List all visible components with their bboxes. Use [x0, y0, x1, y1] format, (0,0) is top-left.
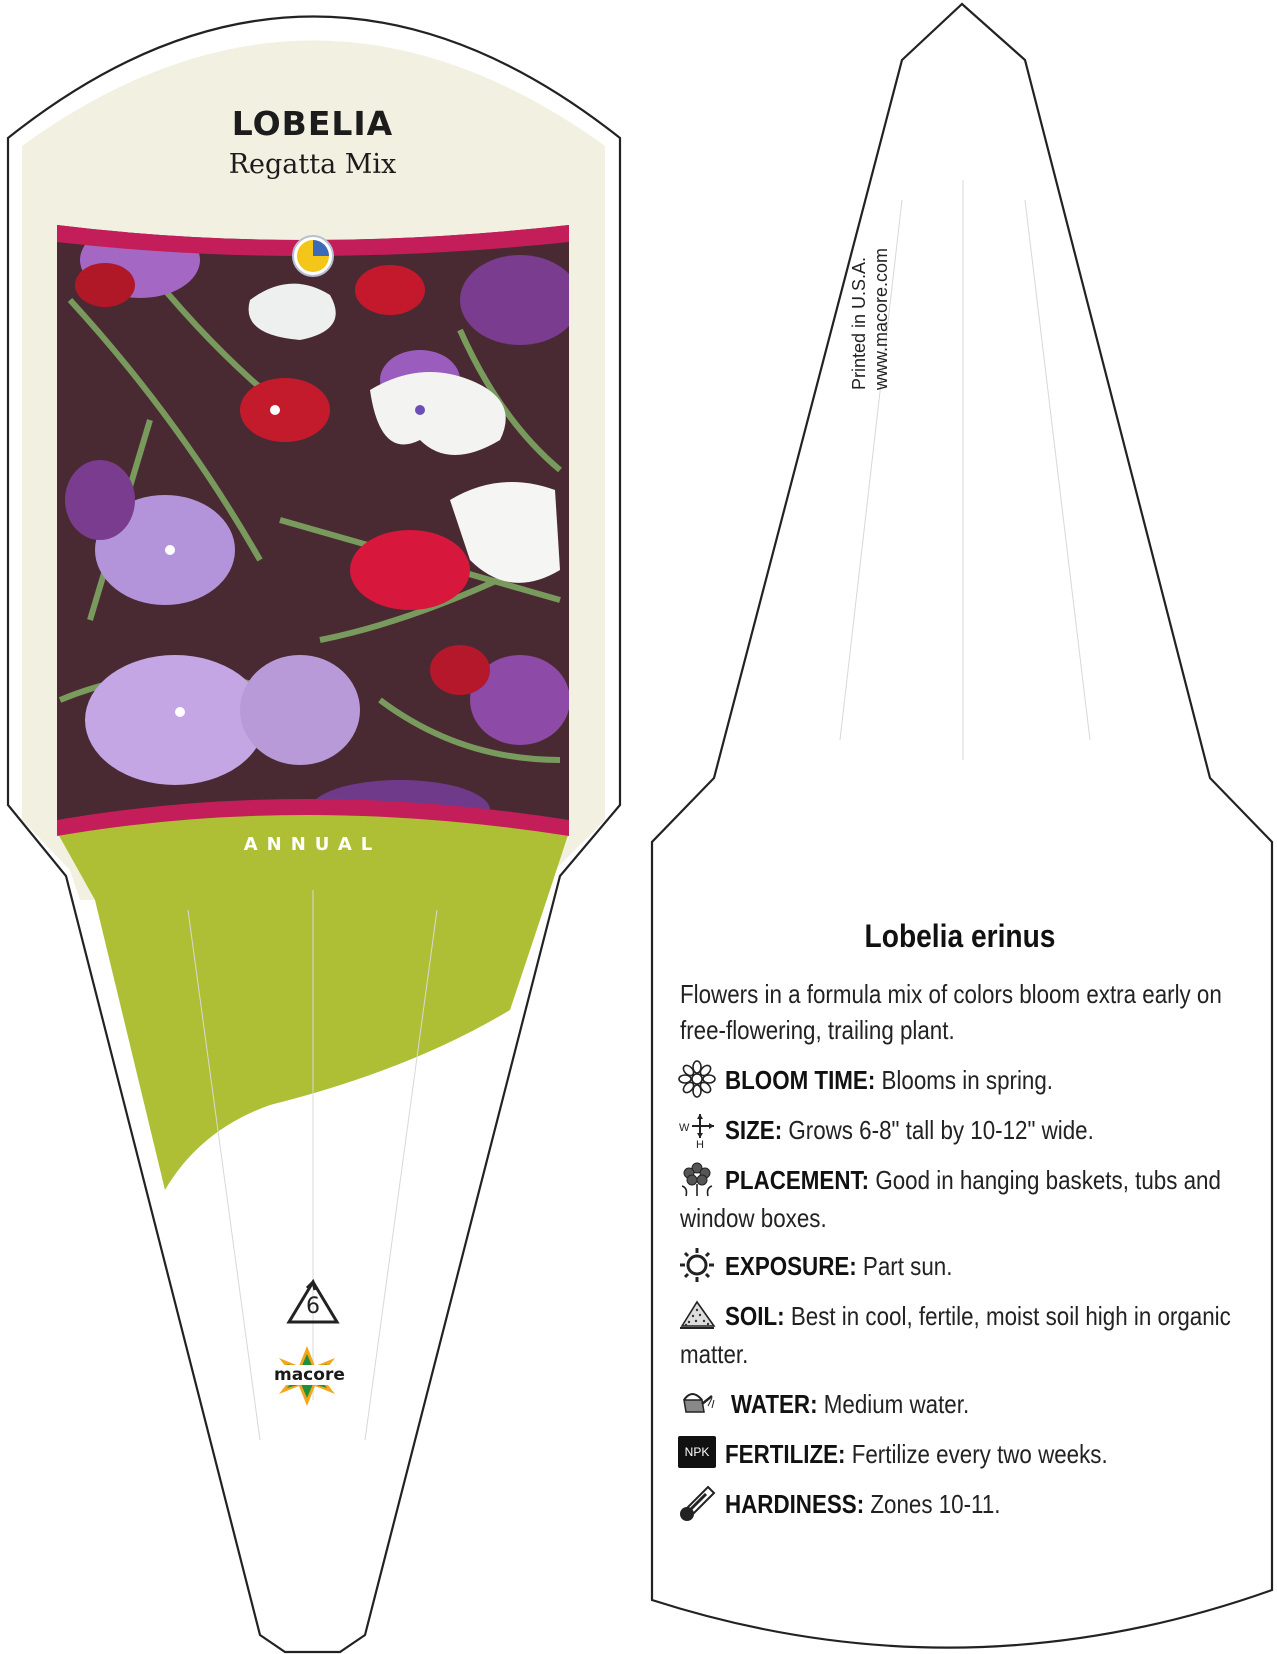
recycle-code: 6: [306, 1294, 320, 1319]
part-sun-badge: [293, 236, 333, 276]
attr-exposure: [725, 1248, 952, 1284]
attr-hardiness: [725, 1486, 1000, 1522]
recycle-icon: [285, 1278, 341, 1333]
description-line-2: free-flowering, trailing plant.: [680, 1015, 955, 1045]
placement-cont: window boxes.: [680, 1203, 827, 1233]
size-icon-h: H: [696, 1139, 704, 1148]
size-icon: [678, 1110, 716, 1148]
watering-can-icon: [678, 1384, 716, 1422]
placement-icon: [678, 1160, 716, 1198]
variety-name: Regatta Mix: [228, 149, 397, 180]
attr-water: [731, 1386, 969, 1422]
npk-icon: [678, 1436, 716, 1468]
hardiness-label: HARDINESS:: [725, 1489, 865, 1519]
website: www.macore.com: [871, 247, 891, 390]
plant-type-label: ANNUAL: [243, 834, 382, 855]
soil-cont: matter.: [680, 1339, 749, 1369]
soil-icon: [678, 1296, 716, 1334]
plant-name: LOBELIA: [231, 104, 394, 143]
size-label: SIZE:: [725, 1115, 783, 1145]
flower-photo: [57, 222, 580, 840]
attr-placement: [725, 1162, 1221, 1198]
botanical-name: Lobelia erinus: [864, 918, 1056, 954]
printed-in-label: [848, 150, 892, 390]
water-label: WATER:: [731, 1389, 818, 1419]
placement-label: PLACEMENT:: [725, 1165, 870, 1195]
attr-bloom-time: [725, 1062, 1053, 1098]
bloom-time-value: Blooms in spring.: [881, 1065, 1054, 1095]
soil-value: Best in cool, fertile, moist soil high in organic: [790, 1301, 1231, 1331]
bloom-time-label: BLOOM TIME:: [725, 1065, 876, 1095]
exposure-label: EXPOSURE:: [725, 1251, 857, 1281]
attr-fertilize: [725, 1436, 1108, 1472]
attr-soil: [725, 1298, 1231, 1334]
printed-in: Printed in U.S.A.: [849, 256, 869, 390]
thermometer-icon: [678, 1484, 716, 1522]
placement-value: Good in hanging baskets, tubs and: [875, 1165, 1221, 1195]
size-icon-w: W: [679, 1122, 690, 1134]
exposure-value: Part sun.: [862, 1251, 953, 1281]
water-value: Medium water.: [823, 1389, 970, 1419]
brand-name: macore: [274, 1365, 345, 1385]
fertilize-label: FERTILIZE:: [725, 1439, 846, 1469]
hardiness-value: Zones 10-11.: [870, 1489, 1001, 1519]
flower-icon: [678, 1060, 716, 1098]
size-value: Grows 6-8" tall by 10-12" wide.: [788, 1115, 1094, 1145]
soil-label: SOIL:: [725, 1301, 785, 1331]
npk-icon-text: NPK: [684, 1445, 710, 1459]
sun-icon: [678, 1246, 716, 1284]
fertilize-value: Fertilize every two weeks.: [851, 1439, 1108, 1469]
description-line-1: Flowers in a formula mix of colors bloom extra early on: [680, 979, 1222, 1009]
attr-size: [725, 1112, 1094, 1148]
